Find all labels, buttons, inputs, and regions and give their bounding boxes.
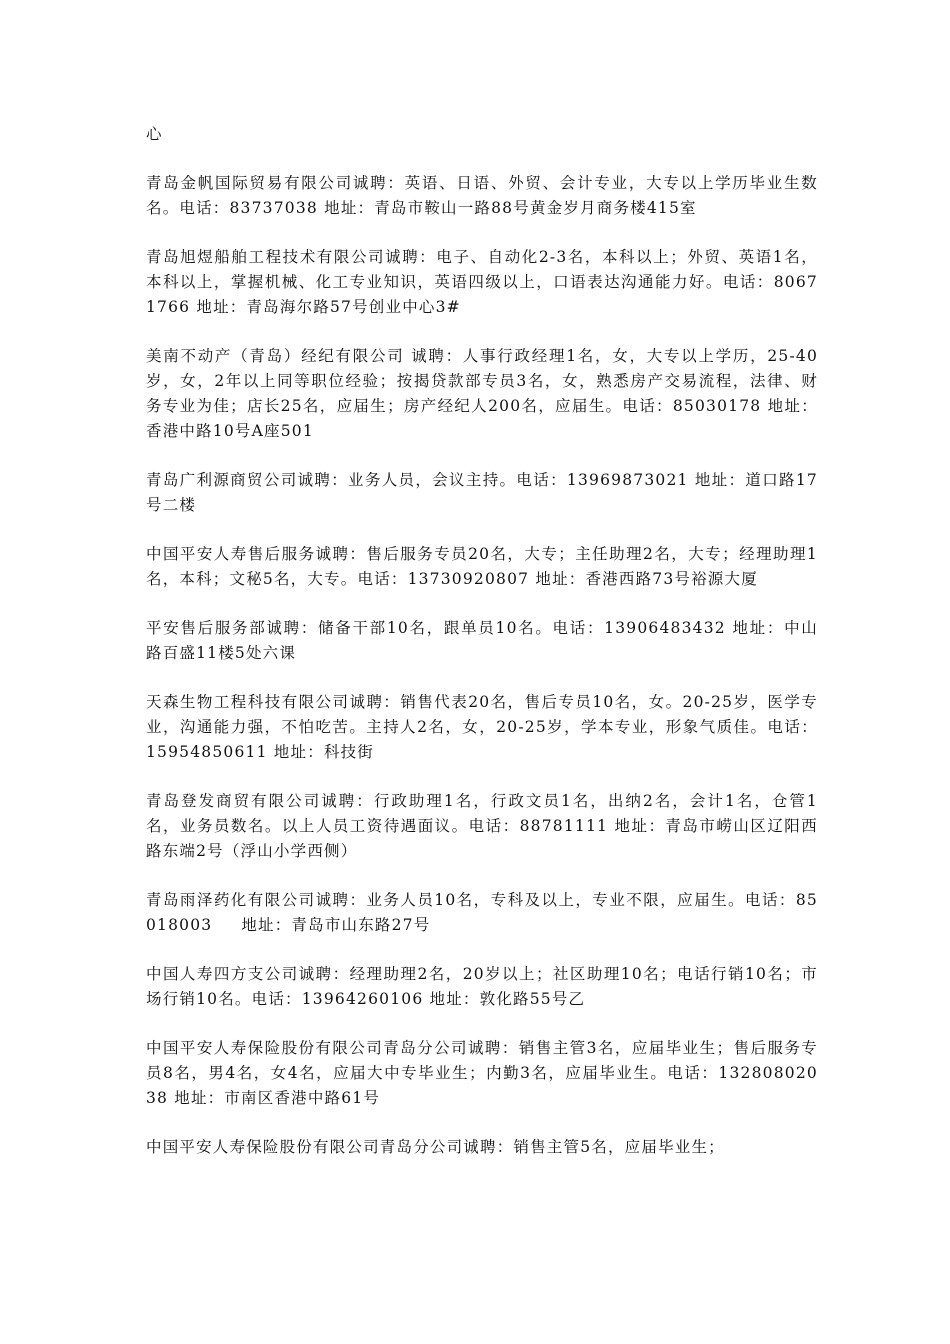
- job-listing-paragraph: 平安售后服务部诚聘：储备干部10名，跟单员10名。电话：13906483432 地址：中山路百盛11楼5处六课: [146, 619, 818, 662]
- job-listing-paragraph: 青岛广利源商贸公司诚聘：业务人员，会议主持。电话：13969873021 地址：道口路17号二楼: [146, 471, 818, 514]
- job-listing-paragraph: 天森生物工程科技有限公司诚聘：销售代表20名，售后专员10名，女。20-25岁，医学专业，沟通能力强，不怕吃苦。主持人2名，女，20-25岁，学本专业，形象气质佳。电话：15954850611 地址：科技街: [146, 693, 818, 761]
- job-listing-paragraph: 青岛雨泽药化有限公司诚聘：业务人员10名，专科及以上，专业不限，应届生。电话：85018003 地址：青岛市山东路27号: [146, 891, 818, 934]
- job-listing-paragraph: 青岛旭煜船舶工程技术有限公司诚聘：电子、自动化2-3名，本科以上；外贸、英语1名，本科以上，掌握机械、化工专业知识，英语四级以上，口语表达沟通能力好。电话：80671766 地址：青岛海尔路57号创业中心3#: [146, 248, 818, 316]
- job-listing-paragraph: 中国平安人寿售后服务诚聘：售后服务专员20名，大专；主任助理2名，大专；经理助理1名，本科；文秘5名，大专。电话：13730920807 地址：香港西路73号裕源大厦: [146, 545, 818, 588]
- job-listing-paragraph: 青岛金帆国际贸易有限公司诚聘：英语、日语、外贸、会计专业，大专以上学历毕业生数名。电话：83737038 地址：青岛市鞍山一路88号黄金岁月商务楼415室: [146, 174, 818, 217]
- paragraph-continuation: 心: [146, 125, 163, 143]
- job-listing-paragraph: 中国平安人寿保险股份有限公司青岛分公司诚聘：销售主管5名，应届毕业生；: [146, 1138, 725, 1156]
- document-page: [146, 122, 818, 1184]
- job-listing-paragraph: 中国人寿四方支公司诚聘：经理助理2名，20岁以上；社区助理10名；电话行销10名；市场行销10名。电话：13964260106 地址：敦化路55号乙: [146, 965, 818, 1008]
- job-listing-paragraph: 青岛登发商贸有限公司诚聘：行政助理1名，行政文员1名，出纳2名，会计1名，仓管1名，业务员数名。以上人员工资待遇面议。电话：88781111 地址：青岛市崂山区辽阳西路东端2号（浮山小学西侧）: [146, 792, 818, 860]
- job-listing-paragraph: 美南不动产（青岛）经纪有限公司 诚聘：人事行政经理1名，女，大专以上学历，25-40岁，女，2年以上同等职位经验；按揭贷款部专员3名，女，熟悉房产交易流程，法律、财务专业为佳；店长25名，应届生；房产经纪人200名，应届生。电话：85030178 地址：香港中路10号A座501: [146, 347, 818, 440]
- job-listing-paragraph: 中国平安人寿保险股份有限公司青岛分公司诚聘：销售主管3名，应届毕业生；售后服务专员8名，男4名，女4名，应届大中专毕业生；内勤3名，应届毕业生。电话：13280802038 地址：市南区香港中路61号: [146, 1039, 818, 1107]
